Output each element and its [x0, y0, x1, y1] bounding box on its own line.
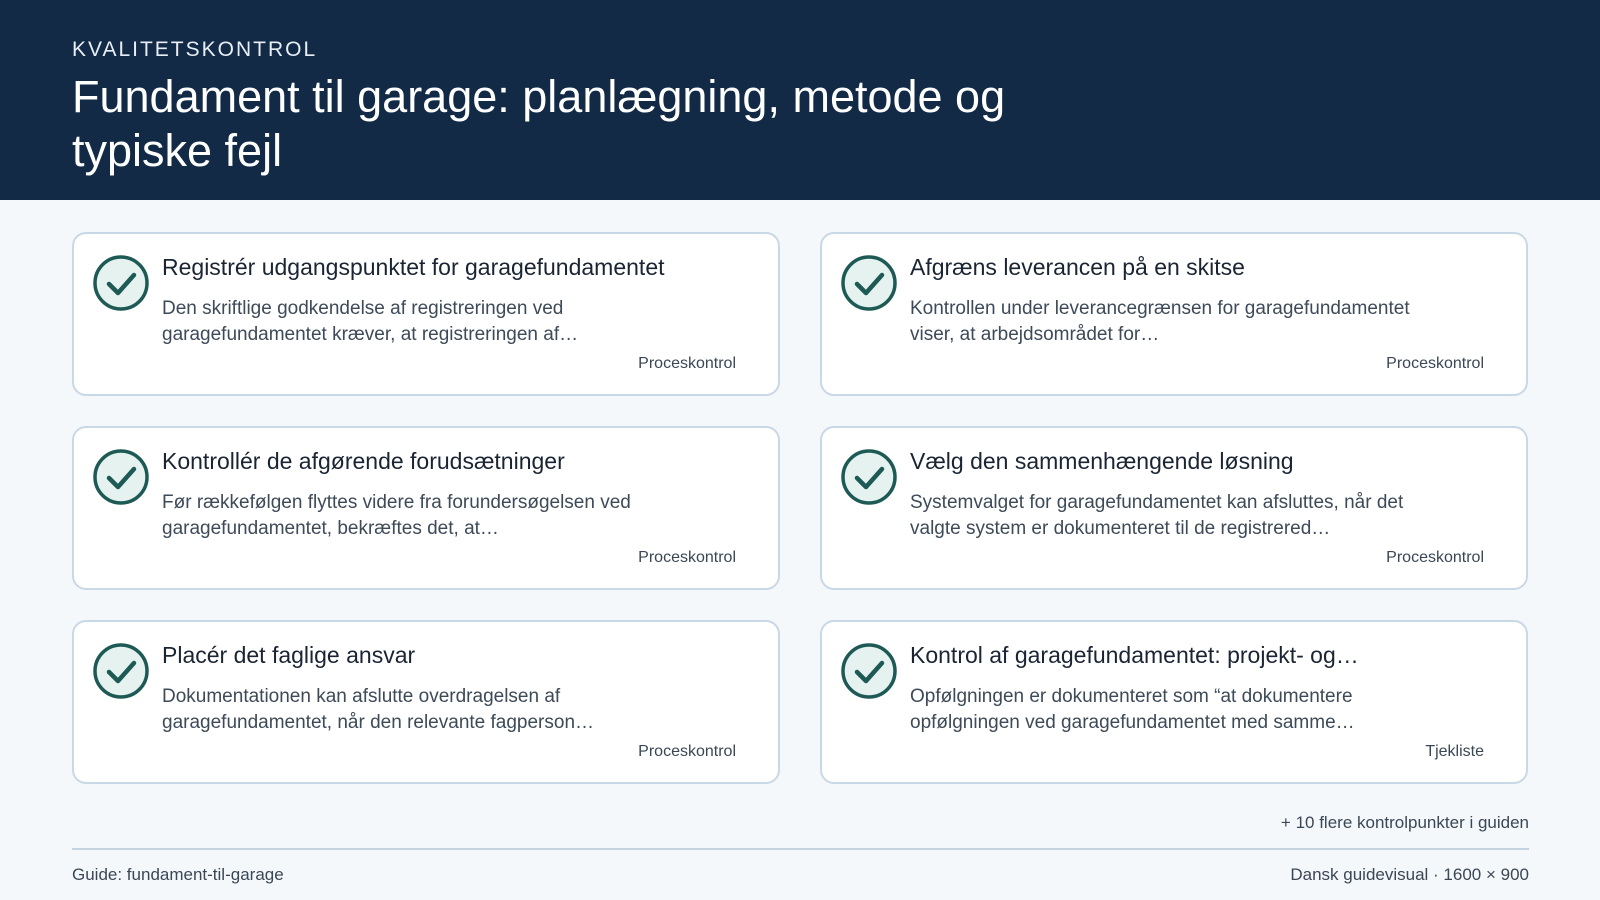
more-checkpoints-link[interactable]: + 10 flere kontrolpunkter i guiden	[1280, 813, 1529, 832]
card-tag: Proceskontrol	[1386, 549, 1484, 566]
card-tag: Proceskontrol	[638, 355, 736, 372]
footer-guide-label: Guide: fundament-til-garage	[72, 865, 284, 884]
check-circle-icon	[92, 642, 150, 700]
footer-meta: Dansk guidevisual · 1600 × 900	[1290, 865, 1529, 884]
checkpoint-card[interactable]	[72, 232, 780, 396]
checkpoint-card[interactable]	[820, 232, 1528, 396]
card-title: Placér det faglige ansvar	[162, 642, 416, 668]
checkpoint-card[interactable]	[820, 426, 1528, 590]
check-circle-icon	[840, 642, 898, 700]
page-title: Fundament til garage: planlægning, metode og typiske fejl	[72, 71, 1006, 176]
checkpoint-card[interactable]	[72, 620, 780, 784]
footer-divider	[72, 848, 1529, 850]
card-title: Afgræns leverancen på en skitse	[910, 254, 1245, 280]
card-description: Kontrollen under leverancegrænsen for garagefundamentet viser, at arbejdsområdet for…	[910, 298, 1410, 345]
check-circle-icon	[840, 254, 898, 312]
card-tag: Proceskontrol	[1386, 355, 1484, 372]
card-description: Dokumentationen kan afslutte overdragelsen af garagefundamentet, når den relevante fagperson…	[162, 686, 595, 733]
card-title: Kontrol af garagefundamentet: projekt- og…	[910, 642, 1359, 668]
header-banner	[0, 0, 1600, 200]
card-description: Opfølgningen er dokumenteret som “at dokumentere opfølgningen ved garagefundamentet med samme…	[910, 686, 1355, 733]
eyebrow-label: KVALITETSKONTROL	[72, 38, 318, 61]
checkpoint-card[interactable]	[820, 620, 1528, 784]
checkpoint-card[interactable]	[72, 426, 780, 590]
card-title: Vælg den sammenhængende løsning	[910, 448, 1294, 474]
check-circle-icon	[92, 254, 150, 312]
check-circle-icon	[92, 448, 150, 506]
card-description: Systemvalget for garagefundamentet kan afsluttes, når det valgte system er dokumenteret til de registrered…	[910, 492, 1404, 539]
card-title: Registrér udgangspunktet for garagefundamentet	[162, 254, 665, 280]
check-circle-icon	[840, 448, 898, 506]
card-tag: Tjekliste	[1425, 743, 1484, 760]
card-tag: Proceskontrol	[638, 549, 736, 566]
card-title: Kontrollér de afgørende forudsætninger	[162, 448, 565, 474]
card-description: Før rækkefølgen flyttes videre fra forundersøgelsen ved garagefundamentet, bekræftes det, at…	[162, 492, 631, 539]
card-description: Den skriftlige godkendelse af registreringen ved garagefundamentet kræver, at registreringen af…	[162, 298, 579, 345]
card-tag: Proceskontrol	[638, 743, 736, 760]
